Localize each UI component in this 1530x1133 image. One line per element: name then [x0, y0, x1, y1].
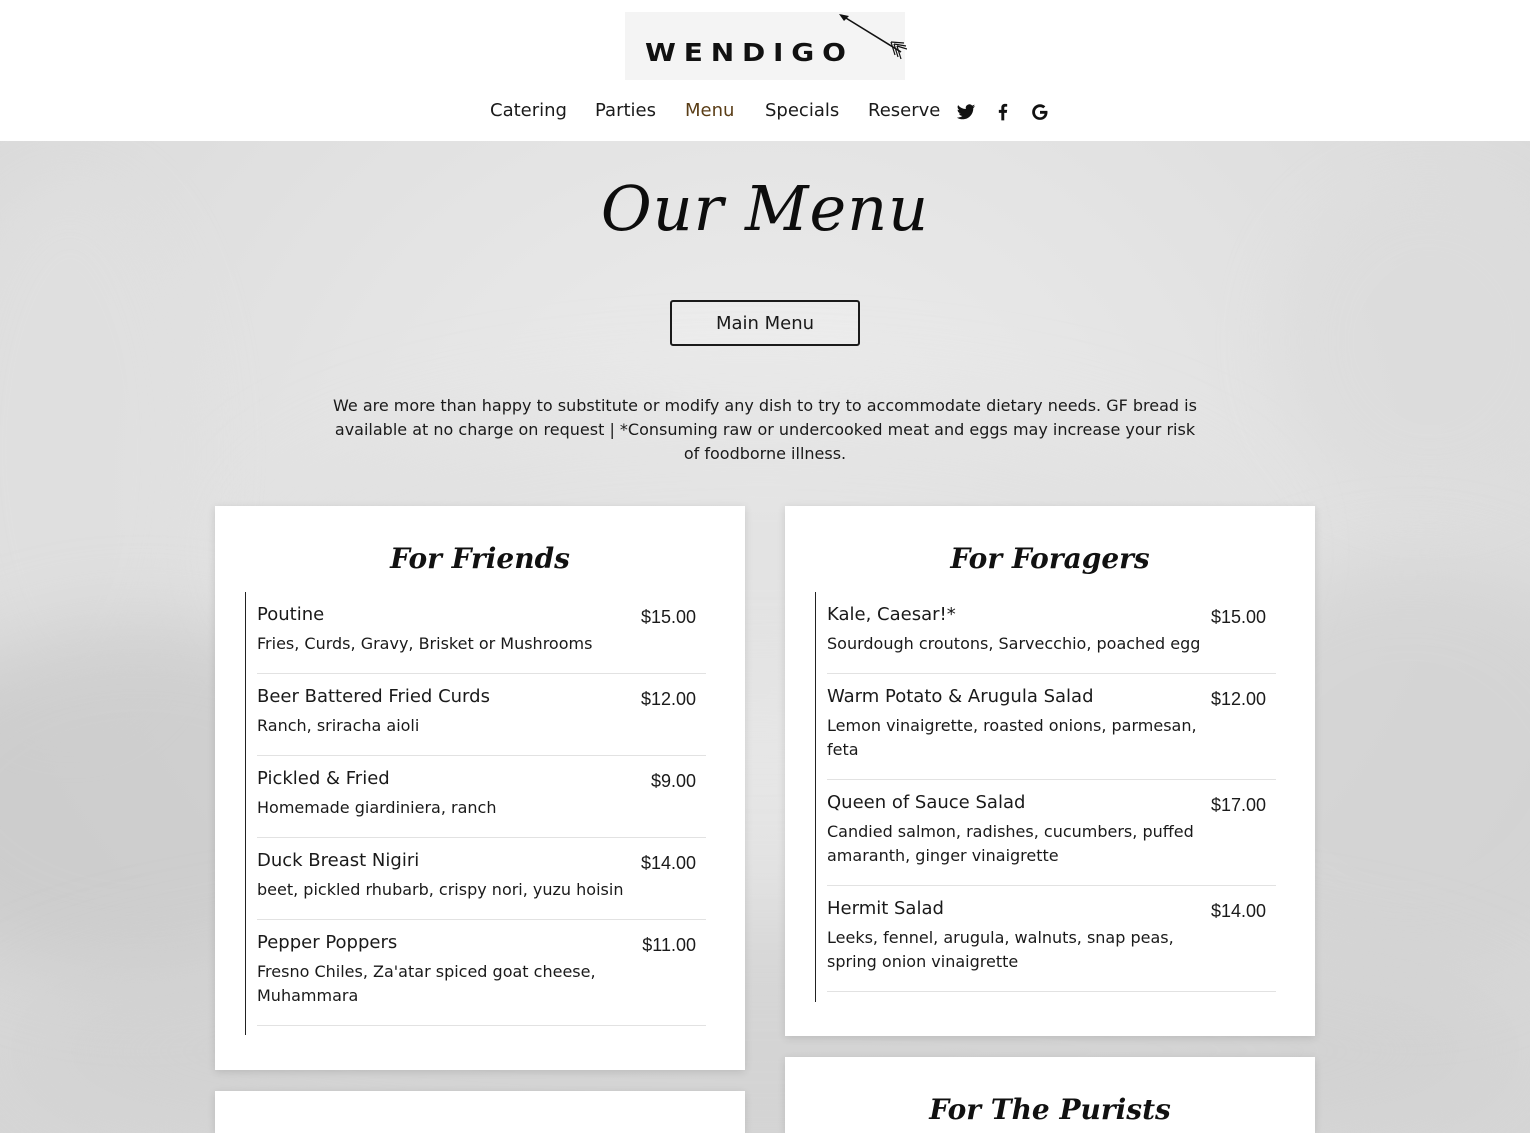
- item-list: [815, 592, 1276, 1002]
- menu-item: [257, 674, 706, 756]
- menu-item: [257, 756, 706, 838]
- item-price: $12.00: [640, 689, 696, 709]
- menu-section-for-foragers: [785, 506, 1315, 1036]
- menu-item: [257, 838, 706, 920]
- menu-section-for-the-purists: [785, 1057, 1315, 1133]
- item-name: Warm Potato & Arugula Salad: [827, 686, 1094, 707]
- menu-item: [257, 920, 706, 1026]
- item-name: Beer Battered Fried Curds: [257, 686, 490, 707]
- item-list: [245, 592, 706, 1035]
- dietary-notice: We are more than happy to substitute or modify any dish to try to accommodate dietary needs. GF bread is available at no charge on request | *Consuming raw or undercooked meat and eggs may increase your risk of foodborne illness.: [333, 396, 1197, 463]
- item-description: Sourdough croutons, Sarvecchio, poached egg: [827, 634, 1201, 653]
- item-price: $15.00: [1210, 607, 1266, 627]
- menu-section-partial: [215, 1091, 745, 1133]
- google-icon[interactable]: [1030, 102, 1050, 122]
- main-nav: [0, 100, 1530, 130]
- facebook-icon[interactable]: [993, 102, 1013, 122]
- item-name: Hermit Salad: [827, 898, 944, 919]
- item-price: $14.00: [1210, 901, 1266, 921]
- section-title: For Foragers: [950, 542, 1150, 575]
- item-name: Kale, Caesar!*: [827, 604, 956, 625]
- item-description: Leeks, fennel, arugula, walnuts, snap peas, spring onion vinaigrette: [827, 928, 1174, 971]
- item-description: Lemon vinaigrette, roasted onions, parmesan, feta: [827, 716, 1197, 759]
- menu-item: [257, 592, 706, 674]
- item-name: Pickled & Fried: [257, 768, 390, 789]
- nav-item-specials[interactable]: Specials: [765, 100, 840, 121]
- logo-text: WENDIGO: [645, 38, 854, 67]
- item-description: Candied salmon, radishes, cucumbers, puffed amaranth, ginger vinaigrette: [827, 822, 1194, 865]
- menu-item: [827, 592, 1276, 674]
- item-description: Fresno Chiles, Za'atar spiced goat cheese, Muhammara: [257, 962, 596, 1005]
- item-name: Pepper Poppers: [257, 932, 398, 953]
- nav-item-parties[interactable]: Parties: [595, 100, 656, 121]
- item-name: Queen of Sauce Salad: [827, 792, 1026, 813]
- item-price: $14.00: [640, 853, 696, 873]
- item-description: Fries, Curds, Gravy, Brisket or Mushrooms: [257, 634, 593, 653]
- site-header: [0, 0, 1530, 141]
- twitter-icon[interactable]: [956, 102, 976, 122]
- item-price: $9.00: [650, 771, 696, 791]
- page-title: Our Menu: [600, 172, 930, 245]
- item-name: Duck Breast Nigiri: [257, 850, 420, 871]
- menu-item: [827, 780, 1276, 886]
- item-description: Ranch, sriracha aioli: [257, 716, 420, 735]
- wendigo-logo[interactable]: [625, 12, 905, 80]
- item-description: Homemade giardiniera, ranch: [257, 798, 497, 817]
- arrow-icon: [837, 12, 907, 60]
- item-price: $15.00: [640, 607, 696, 627]
- main-menu-button[interactable]: Main Menu: [670, 300, 860, 346]
- menu-item: [827, 886, 1276, 992]
- item-description: beet, pickled rhubarb, crispy nori, yuzu hoisin: [257, 880, 624, 899]
- item-price: $17.00: [1210, 795, 1266, 815]
- item-price: $11.00: [642, 935, 696, 955]
- item-name: Poutine: [257, 604, 325, 625]
- item-price: $12.00: [1210, 689, 1266, 709]
- nav-item-menu[interactable]: Menu: [685, 100, 735, 121]
- section-title: For The Purists: [929, 1093, 1171, 1126]
- nav-item-reserve[interactable]: Reserve: [868, 100, 941, 121]
- menu-section-for-friends: [215, 506, 745, 1070]
- section-title: For Friends: [390, 542, 570, 575]
- menu-item: [827, 674, 1276, 780]
- nav-item-catering[interactable]: Catering: [490, 100, 567, 121]
